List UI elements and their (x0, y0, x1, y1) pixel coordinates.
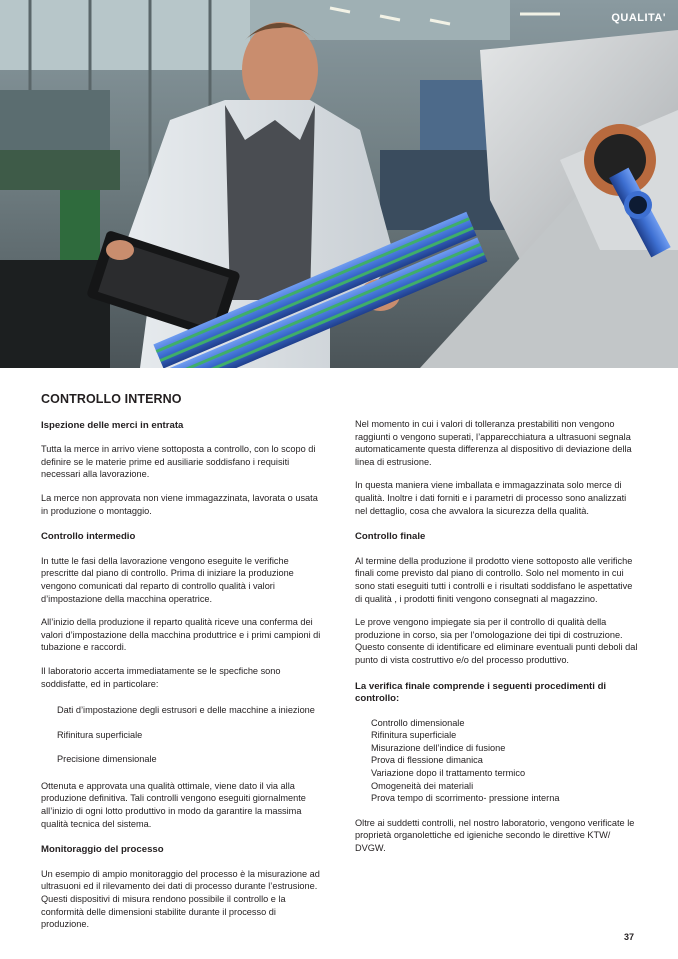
paragraph: La merce non approvata non viene immagazzinata, lavorata o usata in produzione o montaggio. (41, 492, 318, 516)
paragraph: Ottenuta e approvata una qualità ottimale, viene dato il via alla produzione definitiva. Tali controlli vengono eseguiti giornalmente all’inizio di ogni lotto produttivo in modo da garantire la massima qualità tecnica del sistema. (41, 780, 306, 829)
paragraph: Al termine della produzione il prodotto viene sottoposto alle verifiche finali come previsto dal piano di controllo. Solo nel momento in cui sono stati eseguiti tutti i controlli e i risultati soddisfano le aspettative di qualità , i prodotti finiti vengono consegnati al magazzino. (355, 555, 633, 604)
list-item: Dati d’impostazione degli estrusori e delle macchine a iniezione (57, 705, 315, 716)
left-column (41, 393, 325, 942)
page-number: 37 (623, 932, 634, 942)
factory-photo (0, 0, 678, 368)
list-item: Prova di flessione dimanica (371, 755, 483, 766)
heading-process-monitoring: Monitoraggio del processo (41, 844, 164, 856)
list-item: Rifinitura superficiale (371, 730, 457, 741)
paragraph: Un esempio di ampio monitoraggio del processo è la misurazione ad ultrasuoni ed il rilevamento dei dati di processo durante l’estrusione. Questi dispositivi di misura rendono possibile il controllo e la conformità delle dimensioni stabilite durante il processo di produzione. (41, 868, 320, 930)
paragraph: Tutta la merce in arrivo viene sottoposta a controllo, con lo scopo di definire se le materie prime ed ausiliarie soddisfano i requisiti necessari alla lavorazione. (41, 444, 316, 480)
list-item: Rifinitura superficiale (57, 729, 143, 740)
section-badge: QUALITA' (611, 12, 666, 24)
paragraph: Il laboratorio accerta immediatamente se le specfiche sono soddisfatte, ed in particolare: (41, 665, 281, 689)
heading-final-procedures: La verifica finale comprende i seguenti procedimenti di controllo: (355, 680, 607, 705)
heading-intermediate-control: Controllo intermedio (41, 531, 136, 543)
procedures-list (355, 717, 638, 805)
list-item: Variazione dopo il trattamento termico (371, 768, 526, 779)
list-item: Precisione dimensionale (57, 754, 157, 765)
right-column (355, 418, 638, 866)
paragraph: In tutte le fasi della lavorazione vengono eseguite le verifiche prescritte dal piano di controllo. Prima di iniziare la produzione vengono comunicati dal reparto di controllo qualità i valori d’impostazione della macchina operatrice. (41, 555, 294, 604)
paragraph: In questa maniera viene imballata e immagazzinata solo merce di qualità. Inoltre i dati forniti e i parametri di processo sono analizzati nel dettaglio, cosa che avvalora la sicurezza della qualità. (355, 480, 627, 516)
paragraph: Oltre ai suddetti controlli, nel nostro laboratorio, vengono verificate le proprietà organolettiche ed igieniche secondo le direttive KTW/ DVGW. (355, 817, 635, 854)
list-item: Misurazione dell’indice di fusione (371, 742, 506, 753)
heading-incoming-inspection: Ispezione delle merci in entrata (41, 419, 184, 431)
list-item: Prova tempo di scorrimento- pressione interna (371, 793, 560, 804)
page-title: CONTROLLO INTERNO (41, 392, 182, 406)
list-item: Omogeneità dei materiali (371, 780, 474, 791)
heading-final-control: Controllo finale (355, 531, 426, 543)
list-item: Controllo dimensionale (371, 717, 465, 728)
paragraph: All’inizio della produzione il reparto qualità riceve una conferma dei valori d’impostazione della macchina produttrice e i primi campioni di tubazione e raccordi. (41, 617, 321, 653)
paragraph: Le prove vengono impiegate sia per il controllo di qualità della produzione in corso, sia per l’omologazione dei tipi di costruzione. Questo consente di identificare ed eliminare eventuali punti deboli dal punto di vista costruttivo e/o del processo produttivo. (355, 617, 638, 665)
paragraph: Nel momento in cui i valori di tolleranza prestabiliti non vengono raggiunti o vengono superati, l’apparecchiatura a ultrasuoni segnala automaticamente questa differenza al dispositivo di deviazione della linea di estrusione. (355, 419, 632, 467)
